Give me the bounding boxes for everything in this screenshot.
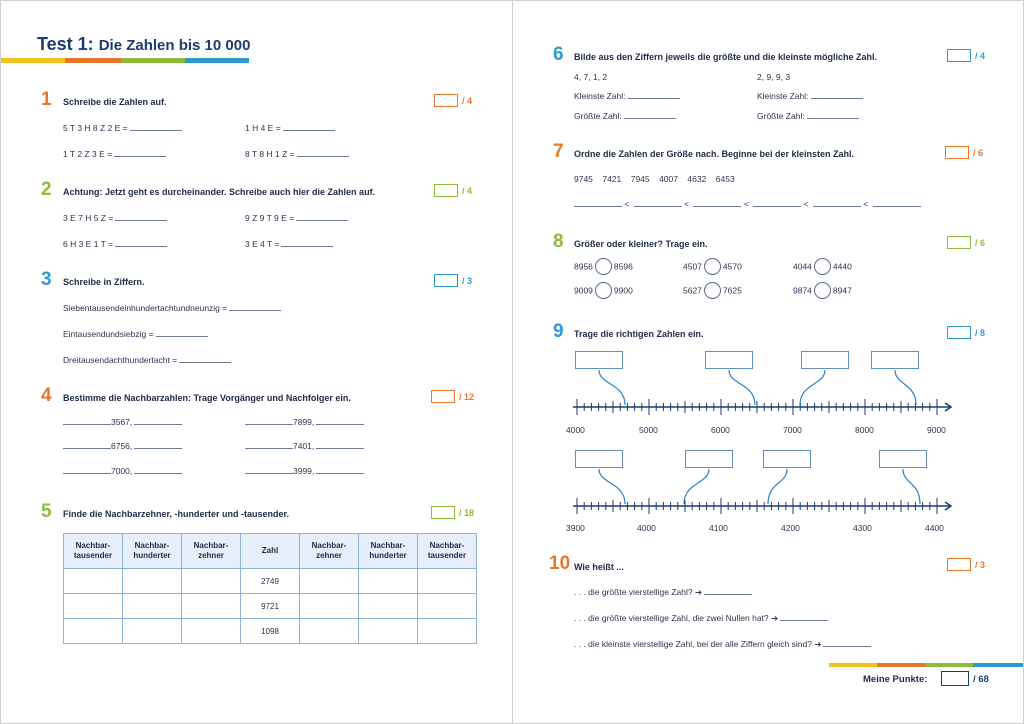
answer-line[interactable] <box>296 220 348 221</box>
task-3-number: 3 <box>41 269 52 290</box>
answer-line[interactable] <box>574 206 622 207</box>
table-cell[interactable] <box>182 619 241 644</box>
task-3-score-box[interactable] <box>434 274 458 287</box>
task-4-number: 4 <box>41 385 52 406</box>
task-1-item: 1 H 4 E = <box>245 123 335 133</box>
table-row <box>64 594 477 619</box>
answer-line[interactable] <box>156 336 208 337</box>
compare-pair: 9009 9900 <box>574 282 633 299</box>
task-7-score-box[interactable] <box>945 146 969 159</box>
task-6-score: / 4 <box>975 51 986 61</box>
answer-line[interactable] <box>134 448 182 449</box>
compare-circle[interactable] <box>595 258 612 275</box>
table-cell[interactable] <box>359 619 418 644</box>
compare-pair: 4507 4570 <box>683 258 742 275</box>
table-cell[interactable] <box>64 619 123 644</box>
table-row <box>64 619 477 644</box>
task-4-score: / 12 <box>459 392 475 402</box>
table-cell[interactable] <box>123 594 182 619</box>
task-6-item: Kleinste Zahl: <box>757 91 863 101</box>
compare-circle[interactable] <box>814 258 831 275</box>
task-9-score: / 8 <box>975 328 986 338</box>
task-6-item: Größte Zahl: <box>574 111 676 121</box>
task-10-item: . . . die kleinste vierstellige Zahl, bei der alle Ziffern gleich sind? ➔ <box>574 639 871 650</box>
color-stripe-yellow <box>829 663 877 667</box>
answer-line[interactable] <box>813 206 861 207</box>
answer-line[interactable] <box>229 310 281 311</box>
answer-line[interactable] <box>624 118 676 119</box>
color-stripe-blue <box>185 58 249 63</box>
page-title <box>37 34 250 55</box>
task-2-score-box[interactable] <box>434 184 458 197</box>
answer-line[interactable] <box>823 646 871 647</box>
table-cell[interactable] <box>123 619 182 644</box>
answer-line[interactable] <box>63 424 111 425</box>
tick-label: 6000 <box>711 425 730 435</box>
answer-line[interactable] <box>283 130 335 131</box>
total-score-box[interactable] <box>941 671 969 686</box>
task-10-score: / 3 <box>975 560 986 570</box>
color-stripe-green <box>925 663 973 667</box>
color-stripe-orange <box>65 58 121 63</box>
task-7-score: / 6 <box>973 148 984 158</box>
task-1-item: 5 T 3 H 8 Z 2 E = <box>63 123 182 133</box>
task-2-item: 6 H 3 E 1 T = <box>63 239 167 249</box>
task-6-item: Größte Zahl: <box>757 111 859 121</box>
answer-line[interactable] <box>873 206 921 207</box>
tick-label: 4000 <box>566 425 585 435</box>
table-header-row <box>64 534 477 569</box>
color-stripe-yellow <box>1 58 65 63</box>
answer-line[interactable] <box>704 594 752 595</box>
task-3-score: / 3 <box>462 276 473 286</box>
color-stripe-orange <box>877 663 925 667</box>
task-5-number: 5 <box>41 501 52 522</box>
task-6-score-box[interactable] <box>947 49 971 62</box>
pointer-connector <box>599 370 625 405</box>
task-10-score-box[interactable] <box>947 558 971 571</box>
number-line-2 <box>568 466 958 514</box>
task-4-item: 6756, <box>63 441 182 451</box>
answer-line[interactable] <box>316 448 364 449</box>
pointer-connector <box>599 469 625 504</box>
task-4-item: 7401, <box>245 441 364 451</box>
task-10-item: . . . die größte vierstellige Zahl, die zwei Nullen hat? ➔ <box>574 613 828 624</box>
title-prefix: Test 1: <box>37 34 94 54</box>
tick-label: 8000 <box>855 425 874 435</box>
table-header: Nachbar- hunderter <box>359 534 418 569</box>
task-1-question: Schreibe die Zahlen auf. <box>63 97 167 107</box>
answer-line[interactable] <box>628 98 680 99</box>
task-1-number: 1 <box>41 89 52 110</box>
tick-label: 4400 <box>925 523 944 533</box>
task-4-item: 3567, <box>63 417 182 427</box>
table-cell[interactable] <box>300 594 359 619</box>
table-cell[interactable] <box>123 569 182 594</box>
answer-line[interactable] <box>114 156 166 157</box>
compare-circle[interactable] <box>704 258 721 275</box>
table-header: Nachbar- tausender <box>64 534 123 569</box>
table-cell[interactable] <box>182 569 241 594</box>
tick-label: 4100 <box>709 523 728 533</box>
table-header: Nachbar- tausender <box>418 534 477 569</box>
answer-line[interactable] <box>753 206 801 207</box>
task-2-question: Achtung: Jetzt geht es durcheinander. Schreibe auch hier die Zahlen auf. <box>63 187 376 197</box>
table-cell-value: 2749 <box>241 569 300 594</box>
table-cell[interactable] <box>359 569 418 594</box>
answer-line[interactable] <box>807 118 859 119</box>
task-7-order-row: < < < < < <box>574 199 921 209</box>
table-row <box>64 569 477 594</box>
task-7-number: 7 <box>553 141 564 162</box>
tick-label: 3900 <box>566 523 585 533</box>
task-4-item: 3999, <box>245 466 364 476</box>
tick-label: 4200 <box>781 523 800 533</box>
task-8-score-box[interactable] <box>947 236 971 249</box>
answer-line[interactable] <box>316 473 364 474</box>
task-10-number: 10 <box>549 553 571 574</box>
task-9-number: 9 <box>553 321 564 342</box>
table-header: Nachbar- zehner <box>182 534 241 569</box>
task-7-question: Ordne die Zahlen der Größe nach. Beginne bei der kleinsten Zahl. <box>574 149 855 159</box>
compare-circle[interactable] <box>814 282 831 299</box>
table-header: Nachbar- zehner <box>300 534 359 569</box>
right-page <box>512 0 1024 724</box>
task-6-item: Kleinste Zahl: <box>574 91 680 101</box>
compare-pair: 8956 8596 <box>574 258 633 275</box>
color-stripe-blue <box>973 663 1023 667</box>
table-cell[interactable] <box>359 594 418 619</box>
task-8-number: 8 <box>553 231 564 252</box>
table-cell[interactable] <box>182 594 241 619</box>
table-cell[interactable] <box>418 569 477 594</box>
task-4-question: Bestimme die Nachbarzahlen: Trage Vorgänger und Nachfolger ein. <box>63 393 351 403</box>
task-7-numbers: 9745 7421 7945 4007 4632 6453 <box>574 174 735 184</box>
compare-circle[interactable] <box>595 282 612 299</box>
answer-line[interactable] <box>130 130 182 131</box>
task-9-score-box[interactable] <box>947 326 971 339</box>
table-cell[interactable] <box>300 619 359 644</box>
compare-pair: 5627 7625 <box>683 282 742 299</box>
task-6-number: 6 <box>553 44 564 65</box>
task-1-item: 8 T 8 H 1 Z = <box>245 149 349 159</box>
compare-circle[interactable] <box>704 282 721 299</box>
pointer-connector <box>903 469 920 504</box>
task-10-question: Wie heißt ... <box>574 562 624 572</box>
pointer-connector <box>768 469 787 504</box>
title-main: Die Zahlen bis 10 000 <box>98 37 251 54</box>
answer-line[interactable] <box>634 206 682 207</box>
task-1-score: / 4 <box>462 96 473 106</box>
answer-line[interactable] <box>316 424 364 425</box>
answer-line[interactable] <box>245 473 293 474</box>
table-cell[interactable] <box>418 619 477 644</box>
task-10-item: . . . die größte vierstellige Zahl? ➔ <box>574 587 752 598</box>
answer-line[interactable] <box>693 206 741 207</box>
answer-line[interactable] <box>134 473 182 474</box>
answer-line[interactable] <box>63 473 111 474</box>
number-line-1 <box>568 367 958 415</box>
task-8-score: / 6 <box>975 238 986 248</box>
tick-label: 5000 <box>639 425 658 435</box>
task-2-number: 2 <box>41 179 52 200</box>
neighbor-table <box>63 533 477 644</box>
task-1-item: 1 T 2 Z 3 E = <box>63 149 166 159</box>
answer-line[interactable] <box>245 424 293 425</box>
table-cell[interactable] <box>300 569 359 594</box>
answer-line[interactable] <box>297 156 349 157</box>
task-4-item: 7000, <box>63 466 182 476</box>
task-4-item: 7899, <box>245 417 364 427</box>
pointer-connector <box>895 370 916 405</box>
task-9-question: Trage die richtigen Zahlen ein. <box>574 329 704 339</box>
total-label: Meine Punkte: <box>863 674 928 685</box>
answer-line[interactable] <box>134 424 182 425</box>
task-4-score-box[interactable] <box>431 390 455 403</box>
task-6-digits-a: 4, 7, 1, 2 <box>574 72 608 82</box>
pointer-connector <box>729 370 755 405</box>
task-6-question: Bilde aus den Ziffern jeweils die größte und die kleinste mögliche Zahl. <box>574 52 878 62</box>
total-score: / 68 <box>973 674 989 685</box>
task-5-score-box[interactable] <box>431 506 455 519</box>
task-6-digits-b: 2, 9, 9, 3 <box>757 72 791 82</box>
answer-line[interactable] <box>245 448 293 449</box>
tick-label: 7000 <box>783 425 802 435</box>
tick-label: 4300 <box>853 523 872 533</box>
pointer-connector <box>684 469 709 504</box>
table-cell[interactable] <box>418 594 477 619</box>
color-stripe-green <box>121 58 185 63</box>
answer-line[interactable] <box>115 246 167 247</box>
tick-label: 4000 <box>637 523 656 533</box>
task-3-question: Schreibe in Ziffern. <box>63 277 145 287</box>
pointer-connector <box>800 370 825 405</box>
answer-line[interactable] <box>115 220 167 221</box>
task-5-question: Finde die Nachbarzehner, -hunderter und -tausender. <box>63 509 290 519</box>
task-3-item: Eintausendundsiebzig = <box>63 329 208 339</box>
task-1-score-box[interactable] <box>434 94 458 107</box>
answer-line[interactable] <box>179 362 231 363</box>
answer-line[interactable] <box>811 98 863 99</box>
task-3-item: Dreitausendachthundertacht = <box>63 355 231 365</box>
task-3-item: Siebentausendeinhundertachtundneunzig = <box>63 303 281 313</box>
table-cell-value: 9721 <box>241 594 300 619</box>
answer-line[interactable] <box>780 620 828 621</box>
table-cell-value: 1098 <box>241 619 300 644</box>
task-2-score: / 4 <box>462 186 473 196</box>
table-cell[interactable] <box>64 594 123 619</box>
answer-line[interactable] <box>63 448 111 449</box>
task-2-item: 9 Z 9 T 9 E = <box>245 213 348 223</box>
answer-line[interactable] <box>281 246 333 247</box>
task-2-item: 3 E 4 T = <box>245 239 333 249</box>
table-cell[interactable] <box>64 569 123 594</box>
table-header: Nachbar- hunderter <box>123 534 182 569</box>
tick-label: 9000 <box>927 425 946 435</box>
task-2-item: 3 E 7 H 5 Z = <box>63 213 167 223</box>
compare-pair: 9874 8947 <box>793 282 852 299</box>
table-header: Zahl <box>241 534 300 569</box>
compare-pair: 4044 4440 <box>793 258 852 275</box>
task-8-question: Größer oder kleiner? Trage ein. <box>574 239 708 249</box>
task-5-score: / 18 <box>459 508 475 518</box>
